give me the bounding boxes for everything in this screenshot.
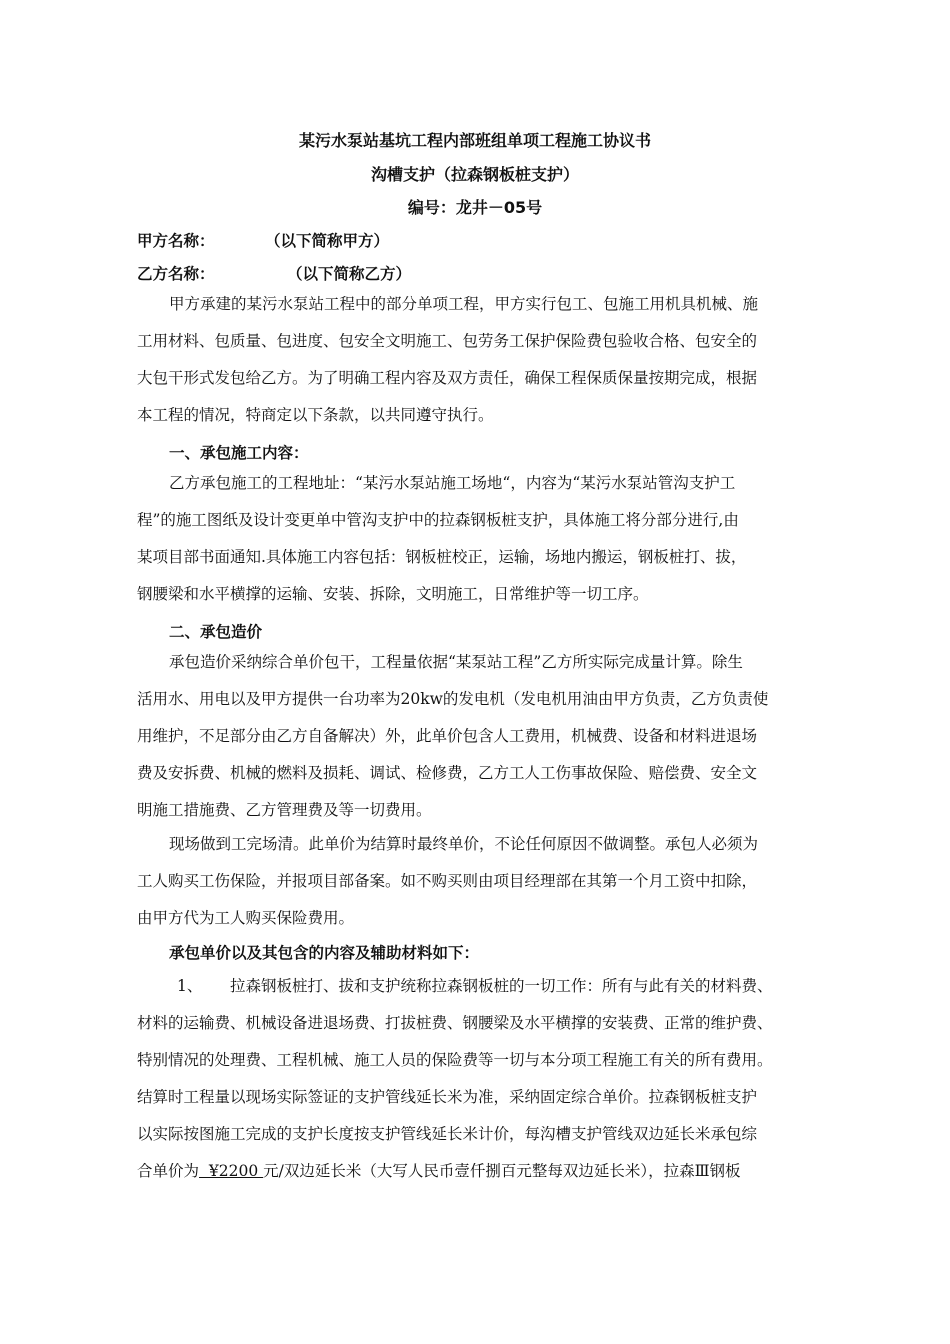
document-number: 编号：龙井－05号 bbox=[407, 198, 543, 217]
section2-line: 现场做到工完场清。此单价为结算时最终单价，不论任何原因不做调整。承包人必须为 bbox=[169, 835, 759, 853]
section1-line: 某项目部书面通知.具体施工内容包括：钢板桩校正，运输，场地内搬运，钢板桩打、拔， bbox=[137, 548, 747, 566]
party-b-label: 乙方名称： bbox=[137, 265, 215, 283]
section2-line: 承包造价采纳综合单价包干，工程量依据“某泵站工程”乙方所实际完成量计算。除生 bbox=[169, 653, 743, 671]
section2-line: 由甲方代为工人购买保险费用。 bbox=[137, 909, 355, 927]
unit-price-heading: 承包单价以及其包含的内容及辅助材料如下： bbox=[169, 944, 480, 962]
section2-line: 费及安拆费、机械的燃料及损耗、调试、检修费，乙方工人工伤事故保险、赔偿费、安全文 bbox=[137, 764, 758, 782]
party-a-note: （以下简称甲方） bbox=[265, 232, 390, 250]
unit-price-line: 拉森钢板桩打、拔和支护统称拉森钢板桩的一切工作：所有与此有关的材料费、 bbox=[230, 977, 773, 995]
party-b bbox=[137, 262, 412, 284]
section2-line: 明施工措施费、乙方管理费及等一切费用。 bbox=[137, 801, 432, 819]
intro-line: 工用材料、包质量、包进度、包安全文明施工、包劳务工保护保险费包验收合格、包安全的 bbox=[137, 332, 758, 350]
intro-line: 大包干形式发包给乙方。为了明确工程内容及双方责任，确保工程保质保量按期完成，根据 bbox=[137, 369, 758, 387]
document-subtitle: 沟槽支护（拉森钢板桩支护） bbox=[370, 165, 579, 184]
unit-price-line: 以实际按图施工完成的支护长度按支护管线延长米计价，每沟槽支护管线双边延长米承包综 bbox=[137, 1125, 758, 1143]
section1-line: 程”的施工图纸及设计变更单中管沟支护中的拉森钢板桩支护，具体施工将分部分进行,由 bbox=[137, 511, 739, 529]
unit-price-suffix: 元/双边延长米（大写人民币壹仟捌百元整每双边延长米），拉森Ⅲ钢板 bbox=[263, 1162, 741, 1180]
unit-price-line: 材料的运输费、机械设备进退场费、打拔桩费、钢腰梁及水平横撑的安装费、正常的维护费、 bbox=[137, 1014, 773, 1032]
unit-price-line: 特别情况的处理费、工程机械、施工人员的保险费等一切与本分项工程施工有关的所有费用。 bbox=[137, 1051, 773, 1069]
section2-line: 用维护，不足部分由乙方自备解决）外，此单价包含人工费用，机械费、设备和材料进退场 bbox=[137, 727, 758, 745]
party-a-label: 甲方名称： bbox=[137, 232, 215, 250]
document-title: 某污水泵站基坑工程内部班组单项工程施工协议书 bbox=[298, 131, 651, 150]
unit-price-last-line bbox=[137, 1161, 741, 1181]
item-number: 1、 bbox=[177, 977, 203, 995]
unit-price-amount: ¥2200 bbox=[199, 1162, 264, 1180]
section1-heading: 一、承包施工内容： bbox=[169, 444, 309, 462]
intro-line: 本工程的情况，特商定以下条款，以共同遵守执行。 bbox=[137, 406, 494, 424]
section1-line: 乙方承包施工的工程地址：“某污水泵站施工场地“，内容为“某污水泵站管沟支护工 bbox=[169, 474, 736, 492]
unit-price-prefix: 合单价为 bbox=[137, 1162, 200, 1180]
party-b-note: （以下简称乙方） bbox=[287, 265, 412, 283]
unit-price-line: 结算时工程量以现场实际签证的支护管线延长米为准，采纳固定综合单价。拉森钢板桩支护 bbox=[137, 1088, 758, 1106]
party-a bbox=[137, 229, 390, 251]
section1-line: 钢腰梁和水平横撑的运输、安装、拆除，文明施工，日常维护等一切工序。 bbox=[137, 585, 649, 603]
section2-line: 工人购买工伤保险，并报项目部备案。如不购买则由项目经理部在其第一个月工资中扣除， bbox=[137, 872, 758, 890]
section2-line: 活用水、用电以及甲方提供一台功率为20kw的发电机（发电机用油由甲方负责，乙方负责使 bbox=[137, 690, 769, 708]
section2-heading: 二、承包造价 bbox=[169, 623, 263, 641]
intro-line: 甲方承建的某污水泵站工程中的部分单项工程，甲方实行包工、包施工用机具机械、施 bbox=[169, 295, 759, 313]
